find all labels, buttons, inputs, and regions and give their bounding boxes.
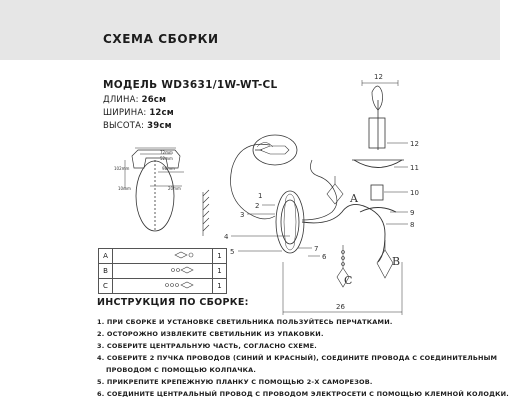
step-number: 1. xyxy=(97,318,105,326)
part-letter-a: A xyxy=(350,192,358,205)
callout-5: 5 xyxy=(230,248,235,256)
part-letter-b: B xyxy=(392,255,401,268)
bracket-dim-2: 52mm xyxy=(160,156,173,161)
step-number: 3. xyxy=(97,342,105,350)
part-letter-cell: A xyxy=(99,249,113,264)
callout-12: 12 xyxy=(410,140,419,148)
instruction-step xyxy=(97,328,497,340)
step-number: 2. xyxy=(97,330,105,338)
header-band xyxy=(0,0,500,60)
instruction-step-continuation xyxy=(97,364,497,376)
step-text: СОЕДИНИТЕ ЦЕНТРАЛЬНЫЙ ПРОВОД С ПРОВОДОМ ЭЛЕКТРОСЕТИ С ПОМОЩЬЮ КЛЕМНОЙ КОЛОДКИ. xyxy=(106,390,509,398)
instructions-list xyxy=(97,316,509,400)
step-text: СОБЕРИТЕ ЦЕНТРАЛЬНУЮ ЧАСТЬ, СОГЛАСНО СХЕМЕ. xyxy=(106,342,317,350)
callout-2: 2 xyxy=(255,202,260,210)
callout-10: 10 xyxy=(410,189,419,197)
bracket-dim-5: 10mm xyxy=(118,186,131,191)
callout-6: 6 xyxy=(322,253,327,261)
step-number: 4. xyxy=(97,354,105,362)
dim-length-label: 26 xyxy=(336,303,345,311)
part-image-cell xyxy=(113,264,213,279)
step-text: ПРОВОДОМ С ПОМОЩЬЮ КОЛПАЧКА. xyxy=(106,366,257,374)
table-row xyxy=(99,249,227,264)
callout-11: 11 xyxy=(410,164,419,172)
part-letter-c: C xyxy=(344,274,353,287)
crystal-part-icon xyxy=(115,264,210,276)
spec-length-value: 26см xyxy=(141,95,167,105)
dim-width-label: 12 xyxy=(374,73,383,81)
step-text: ПРИ СБОРКЕ И УСТАНОВКЕ СВЕТИЛЬНИКА ПОЛЬЗУЙТЕСЬ ПЕРЧАТКАМИ. xyxy=(106,318,393,326)
callout-8: 8 xyxy=(410,221,415,229)
table-row xyxy=(99,264,227,279)
spec-width-label: ШИРИНА: xyxy=(103,108,150,118)
part-letter-cell: B xyxy=(99,264,113,279)
instruction-step xyxy=(97,316,497,328)
parts-table xyxy=(98,248,227,294)
callout-3: 3 xyxy=(240,211,245,219)
bracket-dim-1: 72mm xyxy=(160,150,173,155)
step-number: 5. xyxy=(97,378,105,386)
step-text: ПРИКРЕПИТЕ КРЕПЕЖНУЮ ПЛАНКУ С ПОМОЩЬЮ 2-Х САМОРЕЗОВ. xyxy=(106,378,373,386)
wall-hatch xyxy=(203,190,209,236)
wire-connector-zoom xyxy=(253,135,297,165)
table-row xyxy=(99,279,227,294)
callout-9: 9 xyxy=(410,209,415,217)
bracket-dim-3: 98mm xyxy=(162,166,175,171)
part-letter-cell: C xyxy=(99,279,113,294)
page-title: СХЕМА СБОРКИ xyxy=(103,32,219,46)
spec-height-label: ВЫСОТА: xyxy=(103,121,148,131)
wall-plate xyxy=(276,191,304,253)
lamp-candle xyxy=(352,86,404,212)
part-qty-cell: 1 xyxy=(213,279,227,294)
model-name: МОДЕЛЬ WD3631/1W-WT-CL xyxy=(103,79,278,91)
spec-height-value: 39см xyxy=(147,121,172,131)
part-image-cell xyxy=(113,249,213,264)
spec-length-label: ДЛИНА: xyxy=(103,95,142,105)
bracket-dim-4: 102mm xyxy=(114,166,130,171)
crystal-part-icon xyxy=(115,279,210,291)
instruction-step xyxy=(97,352,497,364)
part-qty-cell: 1 xyxy=(213,249,227,264)
instruction-step xyxy=(97,388,509,400)
part-image-cell xyxy=(113,279,213,294)
spec-width-value: 12см xyxy=(149,108,174,118)
callout-4: 4 xyxy=(224,233,229,241)
step-number: 6. xyxy=(97,390,105,398)
callout-7: 7 xyxy=(314,245,319,253)
part-qty-cell: 1 xyxy=(213,264,227,279)
step-text: СОБЕРИТЕ 2 ПУЧКА ПРОВОДОВ (СИНИЙ И КРАСНЫЙ), СОЕДИНИТЕ ПРОВОДА С СОЕДИНИТЕЛЬНЫМ xyxy=(106,354,498,362)
instruction-step xyxy=(97,340,497,352)
crystal-part-icon xyxy=(115,249,210,261)
instruction-step xyxy=(97,376,497,388)
instructions-title: ИНСТРУКЦИЯ ПО СБОРКЕ: xyxy=(97,297,249,308)
callout-1: 1 xyxy=(258,192,263,200)
step-text: ОСТОРОЖНО ИЗВЛЕКИТЕ СВЕТИЛЬНИК ИЗ УПАКОВКИ. xyxy=(106,330,324,338)
bracket-dim-6: 20mm xyxy=(168,186,181,191)
